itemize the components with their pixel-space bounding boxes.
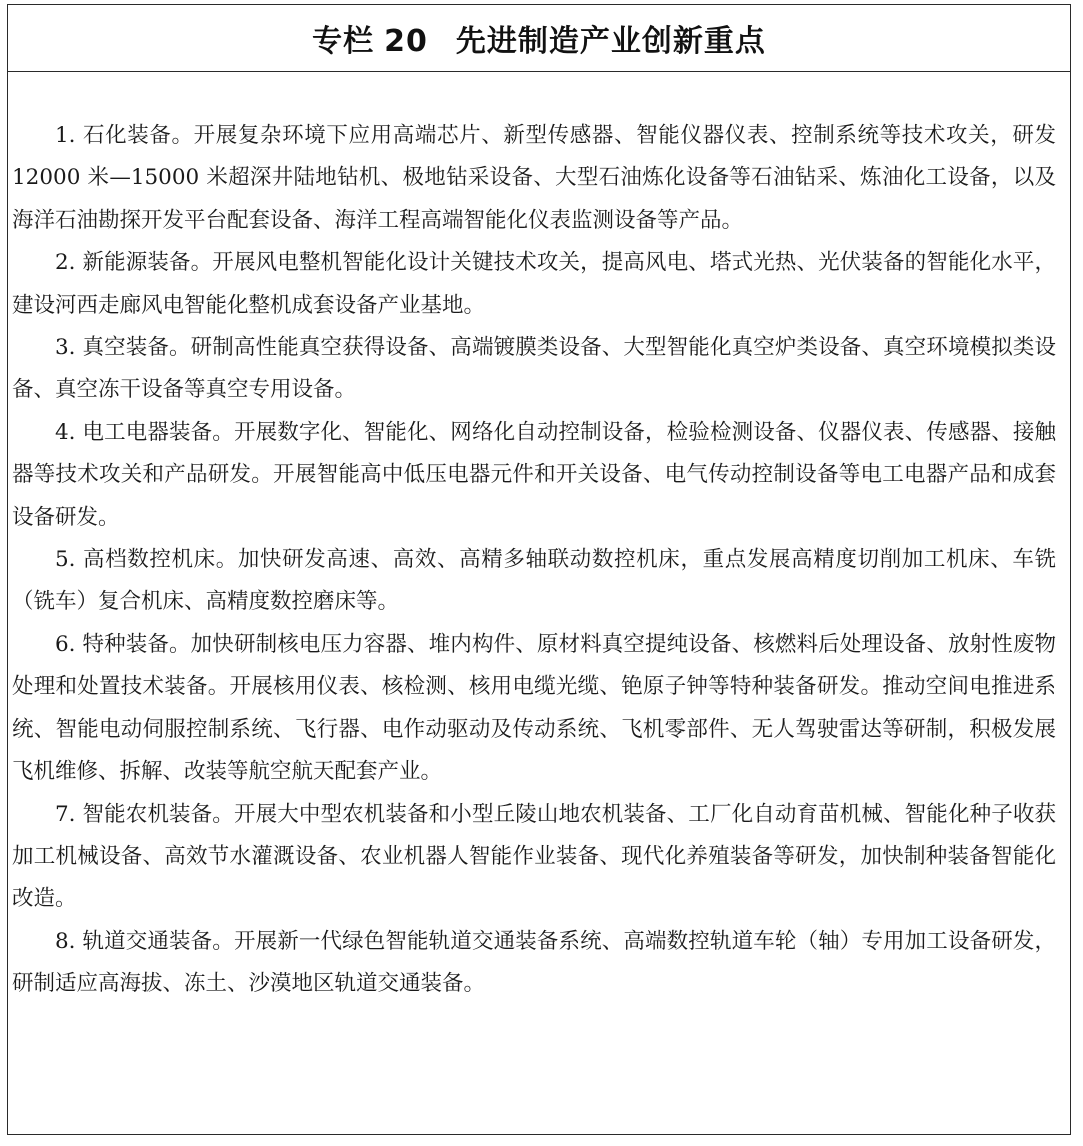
title-text: 先进制造产业创新重点 bbox=[455, 24, 766, 59]
paragraph-1: 1. 石化装备。开展复杂环境下应用高端芯片、新型传感器、智能仪器仪表、控制系统等技术攻关，研发 12000 米—15000 米超深井陆地钻机、极地钻采设备、大型石油炼化设备等石油钻采、炼油化工设备，以及海洋石油勘探开发平台配套设备、海洋工程高端智能化仪表监测设备等产品。 bbox=[12, 123, 1056, 233]
title-bar bbox=[8, 5, 1070, 72]
title-prefix: 专栏 bbox=[312, 24, 375, 59]
paragraph-4: 4. 电工电器装备。开展数字化、智能化、网络化自动控制设备，检验检测设备、仪器仪表、传感器、接触器等技术攻关和产品研发。开展智能高中低压电器元件和开关设备、电气传动控制设备等电工电器产品和成套设备研发。 bbox=[12, 419, 1056, 530]
paragraph-3: 3. 真空装备。研制高性能真空获得设备、高端镀膜类设备、大型智能化真空炉类设备、真空环境模拟类设备、真空冻干设备等真空专用设备。 bbox=[12, 335, 1056, 403]
paragraph-2: 2. 新能源装备。开展风电整机智能化设计关键技术攻关，提高风电、塔式光热、光伏装备的智能化水平，建设河西走廊风电智能化整机成套设备产业基地。 bbox=[12, 250, 1056, 318]
column-title bbox=[312, 16, 766, 60]
paragraph-6: 6. 特种装备。加快研制核电压力容器、堆内构件、原材料真空提纯设备、核燃料后处理设备、放射性废物处理和处置技术装备。开展核用仪表、核检测、核用电缆光缆、铯原子钟等特种装备研发。推动空间电推进系统、智能电动伺服控制系统、飞行器、电作动驱动及传动系统、飞机零部件、无人驾驶雷达等研制，积极发展飞机维修、拆解、改装等航空航天配套产业。 bbox=[12, 631, 1056, 785]
column-content bbox=[12, 115, 1056, 1006]
title-number: 20 bbox=[384, 24, 428, 59]
paragraph-7: 7. 智能农机装备。开展大中型农机装备和小型丘陵山地农机装备、工厂化自动育苗机械、智能化种子收获加工机械设备、高效节水灌溉设备、农业机器人智能作业装备、现代化养殖装备等研发，加快制种装备智能化改造。 bbox=[12, 801, 1056, 912]
paragraph-5: 5. 高档数控机床。加快研发高速、高效、高精多轴联动数控机床，重点发展高精度切削加工机床、车铣（铣车）复合机床、高精度数控磨床等。 bbox=[12, 547, 1056, 615]
paragraph-8: 8. 轨道交通装备。开展新一代绿色智能轨道交通装备系统、高端数控轨道车轮（轴）专用加工设备研发，研制适应高海拔、冻土、沙漠地区轨道交通装备。 bbox=[12, 928, 1056, 997]
